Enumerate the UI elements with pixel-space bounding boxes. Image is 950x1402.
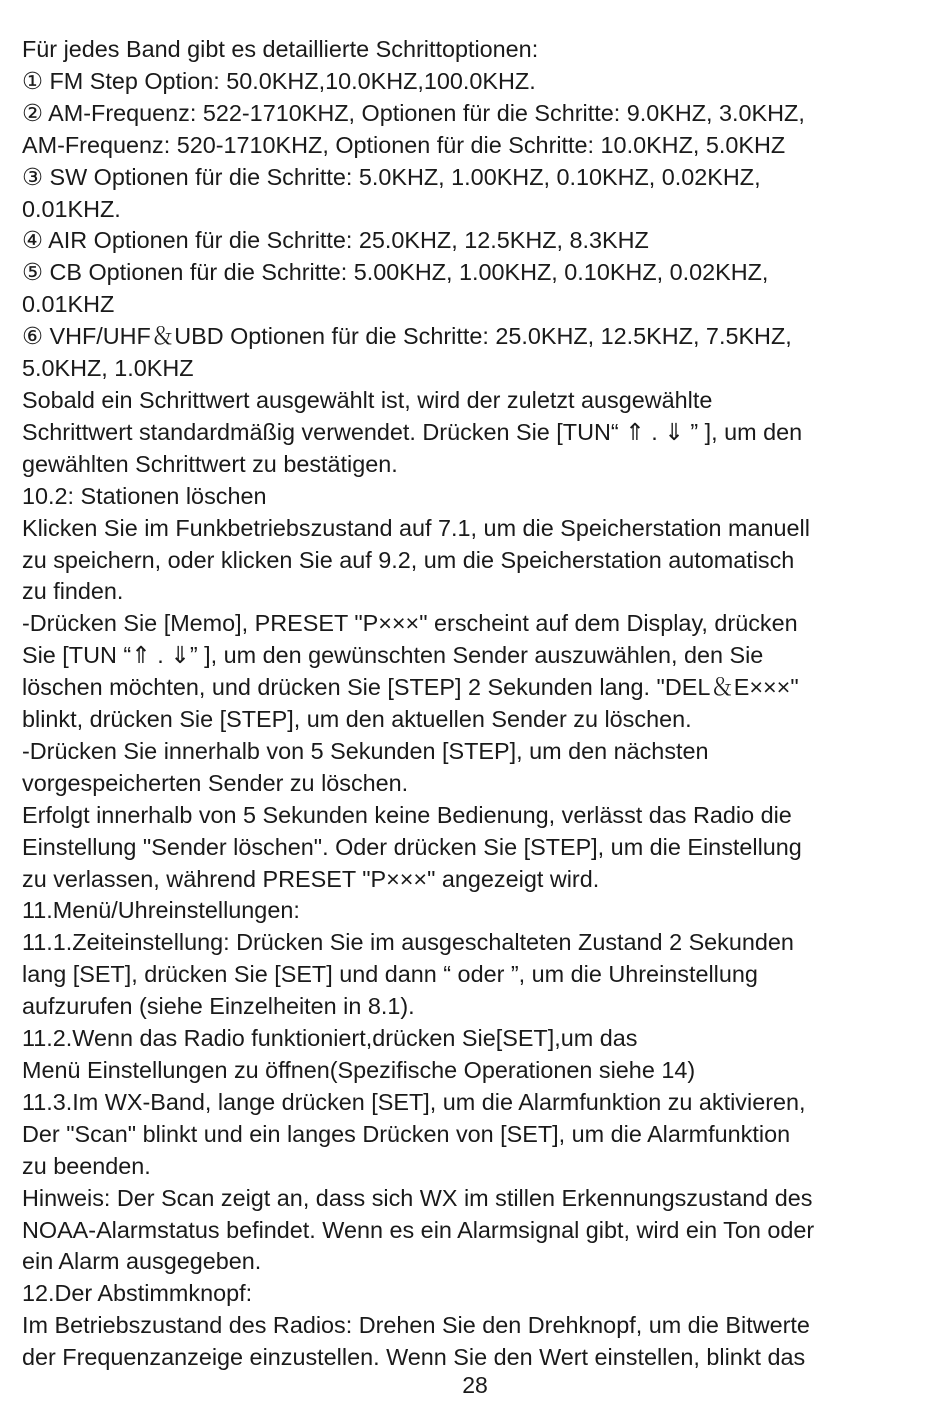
text-line: Hinweis: Der Scan zeigt an, dass sich WX im stillen Erkennungszustand des bbox=[22, 1184, 813, 1211]
text-line: Einstellung "Sender löschen". Oder drücken Sie [STEP], um die Einstellung bbox=[22, 833, 802, 860]
text-line: Im Betriebszustand des Radios: Drehen Sie den Drehknopf, um die Bitwerte bbox=[22, 1312, 810, 1339]
text-line: Sobald ein Schrittwert ausgewählt ist, wird der zuletzt ausgewählte bbox=[22, 386, 713, 413]
text-line: NOAA-Alarmstatus befindet. Wenn es ein Alarmsignal gibt, wird ein Ton oder bbox=[22, 1216, 815, 1243]
text-line: ⑤ CB Optionen für die Schritte: 5.00KHZ, 1.00KHZ, 0.10KHZ, 0.02KHZ, bbox=[22, 259, 769, 286]
text-line: ② AM-Frequenz: 522-1710KHZ, Optionen für die Schritte: 9.0KHZ, 3.0KHZ, bbox=[22, 99, 805, 126]
text-line: vorgespeicherten Sender zu löschen. bbox=[22, 769, 409, 796]
text-line: Für jedes Band gibt es detaillierte Schrittoptionen: bbox=[22, 36, 539, 62]
text-line: 0.01KHZ bbox=[22, 291, 115, 318]
text-line: gewählten Schrittwert zu bestätigen. bbox=[22, 450, 398, 477]
text-line: Der "Scan" blinkt und ein langes Drücken von [SET], um die Alarmfunktion bbox=[22, 1120, 791, 1147]
text-line: 11.1.Zeiteinstellung: Drücken Sie im ausgeschalteten Zustand 2 Sekunden bbox=[22, 929, 794, 956]
text-line: AM-Frequenz: 520-1710KHZ, Optionen für die Schritte: 10.0KHZ, 5.0KHZ bbox=[22, 131, 786, 158]
text-line: Menü Einstellungen zu öffnen(Spezifische Operationen siehe 14) bbox=[22, 1057, 696, 1083]
section-heading: 12.Der Abstimmknopf: bbox=[22, 1280, 253, 1307]
document-body bbox=[22, 34, 932, 1374]
text-line: Klicken Sie im Funkbetriebszustand auf 7.1, um die Speicherstation manuell bbox=[22, 514, 810, 541]
text-line: zu finden. bbox=[22, 578, 124, 605]
section-heading: 10.2: Stationen löschen bbox=[22, 482, 267, 509]
text-line: 5.0KHZ, 1.0KHZ bbox=[22, 355, 194, 382]
text-line: Erfolgt innerhalb von 5 Sekunden keine Bedienung, verlässt das Radio die bbox=[22, 801, 792, 828]
text-line: aufzurufen (siehe Einzelheiten in 8.1). bbox=[22, 993, 415, 1020]
text-line: ③ SW Optionen für die Schritte: 5.0KHZ, 1.00KHZ, 0.10KHZ, 0.02KHZ, bbox=[22, 163, 761, 190]
text-line: -Drücken Sie innerhalb von 5 Sekunden [STEP], um den nächsten bbox=[22, 737, 709, 764]
text-line: Sie [TUN “⇑ . ⇓” ], um den gewünschten Sender auszuwählen, den Sie bbox=[22, 642, 764, 669]
text-line: 11.2.Wenn das Radio funktioniert,drücken Sie[SET],um das bbox=[22, 1025, 638, 1052]
text-line: ④ AIR Optionen für die Schritte: 25.0KHZ, 12.5KHZ, 8.3KHZ bbox=[22, 227, 649, 254]
text-line: der Frequenzanzeige einzustellen. Wenn Sie den Wert einstellen, blinkt das bbox=[22, 1344, 806, 1371]
text-line: ① FM Step Option: 50.0KHZ,10.0KHZ,100.0KHZ. bbox=[22, 67, 536, 94]
text-line: Schrittwert standardmäßig verwendet. Drücken Sie [TUN“ ⇑ . ⇓ ” ], um den bbox=[22, 418, 803, 445]
text-line: zu beenden. bbox=[22, 1152, 151, 1179]
text-line: ⑥ VHF/UHF＆UBD Optionen für die Schritte: 25.0KHZ, 12.5KHZ, 7.5KHZ, bbox=[22, 323, 792, 350]
page-number: 28 bbox=[462, 1372, 488, 1398]
section-heading: 11.Menü/Uhreinstellungen: bbox=[22, 897, 300, 924]
text-line: 11.3.Im WX-Band, lange drücken [SET], um die Alarmfunktion zu aktivieren, bbox=[22, 1088, 806, 1115]
text-line: zu speichern, oder klicken Sie auf 9.2, um die Speicherstation automatisch bbox=[22, 546, 795, 573]
text-line: lang [SET], drücken Sie [SET] und dann “ oder ”, um die Uhreinstellung bbox=[22, 961, 758, 988]
text-line: 0.01KHZ. bbox=[22, 195, 121, 222]
text-line: -Drücken Sie [Memo], PRESET "P×××" erscheint auf dem Display, drücken bbox=[22, 610, 798, 637]
text-line: löschen möchten, und drücken Sie [STEP] 2 Sekunden lang. "DEL＆E×××" bbox=[22, 674, 799, 701]
text-line: ein Alarm ausgegeben. bbox=[22, 1248, 262, 1275]
text-line: blinkt, drücken Sie [STEP], um den aktuellen Sender zu löschen. bbox=[22, 706, 692, 733]
text-line: zu verlassen, während PRESET "P×××" angezeigt wird. bbox=[22, 865, 600, 892]
